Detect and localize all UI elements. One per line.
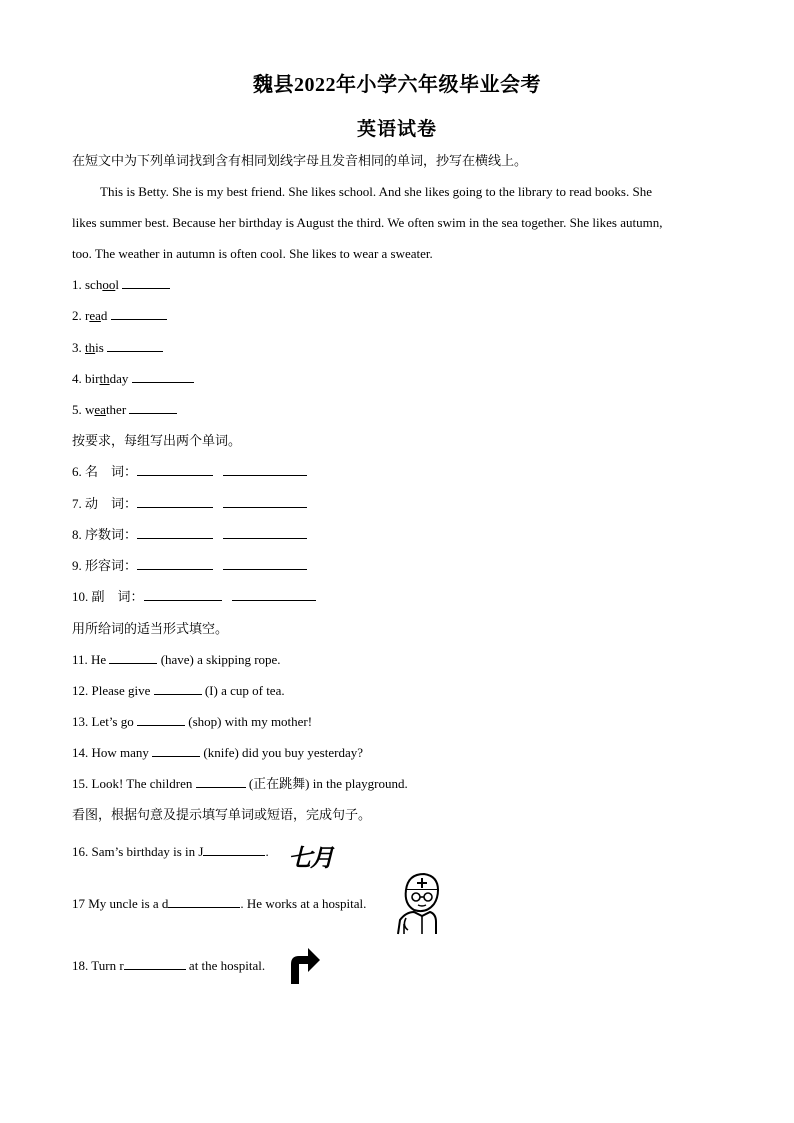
answer-blank[interactable]: [223, 526, 307, 539]
answer-blank[interactable]: [129, 401, 177, 414]
passage-line-1: This is Betty. She is my best friend. She likes school. And she likes going to the library to read books. She: [100, 184, 652, 199]
item-5: 5. weather: [72, 401, 177, 419]
answer-blank[interactable]: [124, 957, 186, 970]
answer-blank[interactable]: [137, 495, 213, 508]
item-12: 12. Please give (I) a cup of tea.: [72, 683, 285, 698]
turn-right-arrow-icon: [286, 944, 322, 991]
item-1: 1. school: [72, 276, 170, 294]
exam-subtitle: 英语试卷: [356, 119, 437, 140]
item-11: 11. He (have) a skipping rope.: [72, 652, 281, 667]
passage-line-3: too. The weather in autumn is often cool. She likes to wear a sweater.: [72, 246, 433, 261]
item-9: 9. 形容词：: [72, 557, 317, 575]
item-4: 4. birthday: [72, 370, 194, 388]
item-2: 2. read: [72, 307, 167, 325]
answer-blank[interactable]: [137, 463, 213, 476]
july-calendar-icon: 七月: [288, 843, 332, 872]
answer-blank[interactable]: [203, 843, 265, 856]
answer-blank[interactable]: [232, 588, 316, 601]
item-16: 16. Sam’s birthday is in J .: [72, 844, 269, 859]
answer-blank[interactable]: [132, 370, 194, 383]
item-18: 18. Turn r at the hospital.: [72, 958, 266, 973]
answer-blank[interactable]: [154, 682, 202, 695]
answer-blank[interactable]: [109, 651, 157, 664]
answer-blank[interactable]: [196, 775, 246, 788]
section4-instruction: 看图，根据句意及提示填写单词或短语，完成句子。: [72, 807, 372, 822]
doctor-icon: [392, 870, 442, 941]
answer-blank[interactable]: [152, 744, 200, 757]
answer-blank[interactable]: [223, 495, 307, 508]
item-14: 14. How many (knife) did you buy yesterday?: [72, 745, 363, 760]
answer-blank[interactable]: [107, 339, 163, 352]
section1-instruction: 在短文中为下列单词找到含有相同划线字母且发音相同的单词，抄写在横线上。: [72, 153, 528, 168]
answer-blank[interactable]: [111, 307, 167, 320]
item-17: 17 My uncle is a d . He works at a hospital.: [72, 896, 367, 911]
item-13: 13. Let’s go (shop) with my mother!: [72, 714, 313, 729]
answer-blank[interactable]: [168, 895, 240, 908]
section2-instruction: 按要求，每组写出两个单词。: [72, 433, 242, 448]
item-3: 3. this: [72, 339, 163, 357]
answer-blank[interactable]: [144, 588, 222, 601]
item-7: 7. 动 词：: [72, 495, 317, 513]
exam-title: 魏县2022年小学六年级毕业会考: [253, 74, 541, 96]
section3-instruction: 用所给词的适当形式填空。: [72, 621, 229, 636]
answer-blank[interactable]: [223, 557, 307, 570]
item-6: 6. 名 词：: [72, 463, 317, 481]
item-10: 10. 副 词：: [72, 588, 326, 606]
passage-line-2: likes summer best. Because her birthday is August the third. We often swim in the sea together. She likes autumn,: [72, 215, 663, 230]
answer-blank[interactable]: [122, 276, 170, 289]
answer-blank[interactable]: [223, 463, 307, 476]
answer-blank[interactable]: [137, 526, 213, 539]
answer-blank[interactable]: [137, 713, 185, 726]
answer-blank[interactable]: [137, 557, 213, 570]
item-8: 8. 序数词：: [72, 526, 317, 544]
item-15: 15. Look! The children (正在跳舞) in the playground.: [72, 776, 408, 791]
